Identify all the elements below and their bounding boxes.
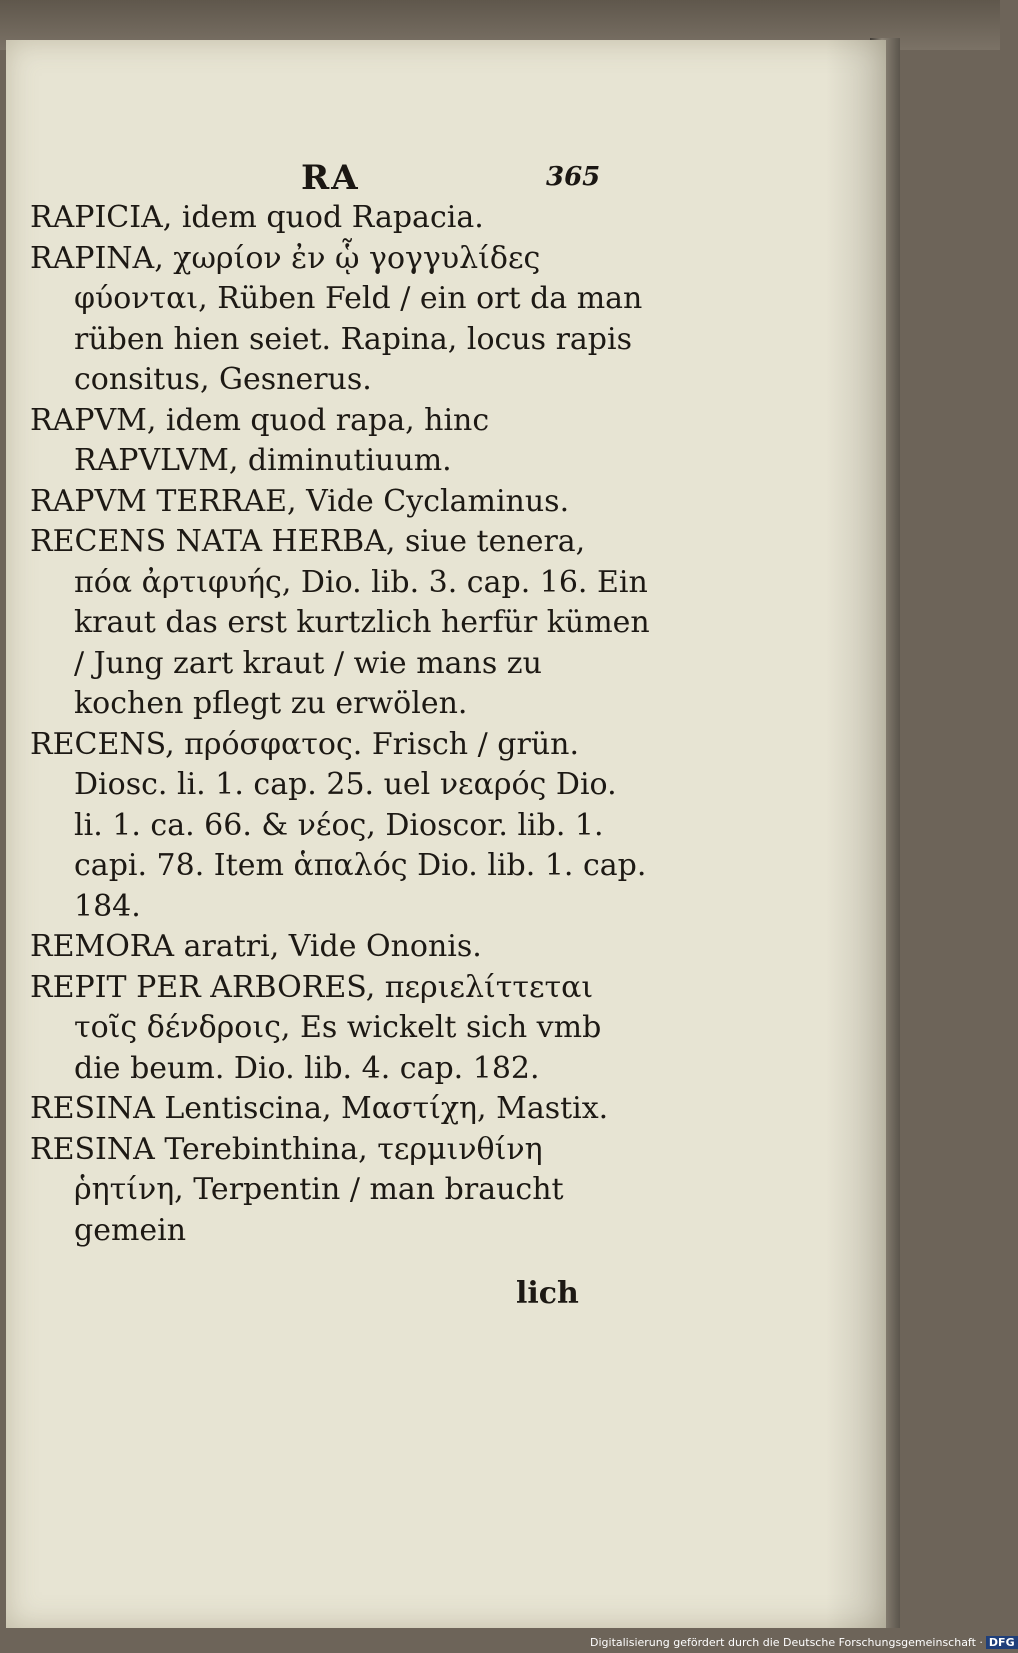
entry-repit-per-arbores: REPIT PER ARBORES, περιελίττεται τοῖς δένδροις, Es wickelt sich vmb die beum. Dio. lib. 4. cap. 182.	[30, 969, 602, 1086]
catchword: lich	[516, 1276, 579, 1311]
entry-remora: REMORA aratri, Vide Ononis.	[30, 929, 482, 964]
credit-text: Digitalisierung gefördert durch die Deutsche Forschungsgemeinschaft ·	[590, 1636, 983, 1649]
entry-recens-nata-herba: RECENS NATA HERBA, siue tenera, πόα ἀρτιφυής, Dio. lib. 3. cap. 16. Ein kraut das erst kurtzlich herfür kümen / Jung zart kraut / wie mans zu kochen pflegt zu erwölen.	[30, 524, 650, 721]
page-number: 365	[546, 162, 601, 192]
entry-rapum: RAPVM, idem quod rapa, hinc RAPVLVM, diminutiuum.	[30, 402, 490, 478]
book-page	[6, 40, 886, 1628]
entry-rapina: RAPINA, χωρίον ἐν ᾧ γογγυλίδες φύονται, Rüben Feld / ein ort da man rüben hien seiet. Rapina, locus rapis consitus, Gesnerus.	[30, 240, 643, 397]
entry-resina-terebinthina: RESINA Terebinthina, τερμινθίνη ῥητίνη, Terpentin / man braucht gemein	[30, 1131, 564, 1248]
entry-resina-lentiscina: RESINA Lentiscina, Μαστίχη, Mastix.	[30, 1091, 609, 1126]
digitization-credit	[590, 1636, 1018, 1652]
dfg-logo: DFG	[986, 1636, 1018, 1649]
entry-recens: RECENS, πρόσφατος. Frisch / grün. Diosc. li. 1. cap. 25. uel νεαρός Dio. li. 1. ca. 66. & νέος, Dioscor. lib. 1. capi. 78. Item ἁπαλός Dio. lib. 1. cap. 184.	[30, 726, 647, 924]
entry-rapum-terrae: RAPVM TERRAE, Vide Cyclaminus.	[30, 483, 570, 519]
page-header	[6, 118, 646, 198]
running-head: RA	[301, 158, 360, 198]
dictionary-entries	[30, 198, 650, 1251]
entry-rapicia: RAPICIA, idem quod Rapacia.	[30, 200, 484, 235]
